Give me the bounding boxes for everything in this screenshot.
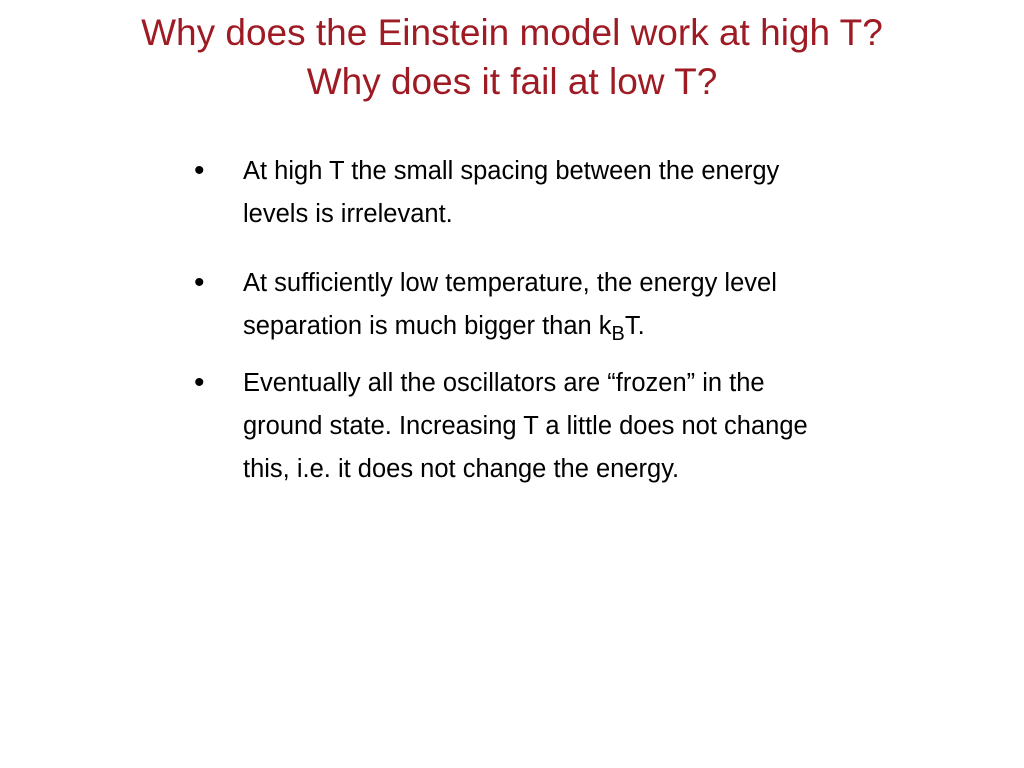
bullet-dot-icon: • [194, 266, 205, 299]
bullet-text-2-tail: T. [624, 312, 645, 340]
list-item [186, 362, 886, 491]
bullet-text-3 [243, 362, 843, 491]
bullet-text-1-main: At high T the small spacing between the energy levels is irrelevant. [243, 157, 780, 228]
bullet-text-2 [243, 262, 813, 348]
bullet-dot-icon: • [194, 366, 205, 399]
bullet-text-3-main: Eventually all the oscillators are “frozen” in the ground state. Increasing T a little does not change this, i.e. it does not change the energy. [243, 369, 808, 483]
page-title [0, 8, 1024, 106]
list-item [186, 150, 886, 236]
bullet-text-2-subscript: B [611, 323, 625, 346]
bullet-text-1 [243, 150, 833, 236]
bullet-list [186, 150, 886, 491]
title-line-2: Why does it fail at low T? [306, 61, 718, 102]
bullet-text-2-main: At sufficiently low temperature, the energy level separation is much bigger than k [243, 269, 777, 340]
title-line-1: Why does the Einstein model work at high T? [141, 12, 883, 53]
bullet-dot-icon: • [194, 154, 205, 187]
list-item [186, 262, 886, 348]
